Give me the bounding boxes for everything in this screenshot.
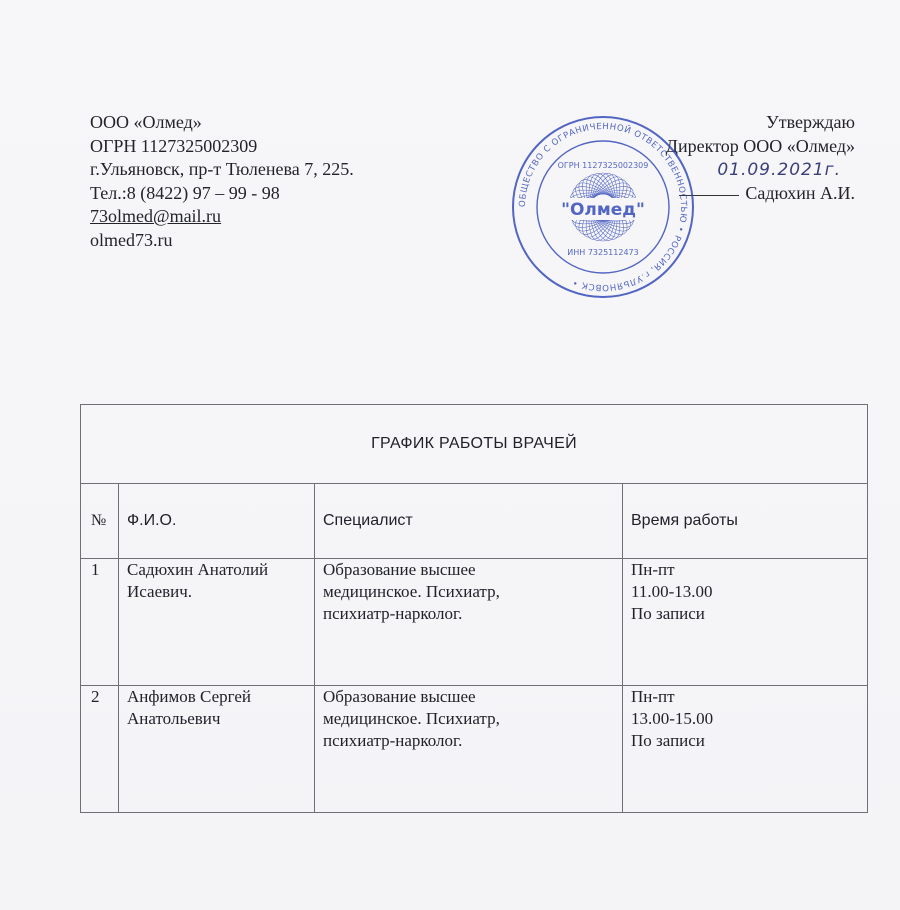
row-specialist [315, 686, 623, 813]
row-number: 1 [81, 559, 119, 686]
appointment-mode: По записи [631, 731, 705, 750]
header-number: № [81, 484, 119, 559]
signatory-name: Садюхин А.И. [745, 183, 855, 203]
director-position: Директор ООО «Олмед» [665, 135, 855, 156]
row-number: 2 [81, 686, 119, 813]
stamp-inn: ИНН 7325112473 [567, 248, 639, 257]
spec-line: медицинское. Психиатр, [323, 709, 500, 728]
work-days: Пн-пт [631, 560, 675, 579]
appointment-mode: По записи [631, 604, 705, 623]
org-email-link[interactable]: 73olmed@mail.ru [90, 206, 222, 226]
doctor-surname-name: Анфимов Сергей [127, 687, 252, 706]
doctor-patronymic: Анатольевич [127, 709, 221, 728]
doctor-patronymic: Исаевич. [127, 582, 193, 601]
work-time: 13.00-15.00 [631, 709, 714, 728]
table-title: ГРАФИК РАБОТЫ ВРАЧЕЙ [81, 405, 868, 484]
row-doctor-name [119, 686, 315, 813]
approve-label: Утверждаю [765, 112, 855, 132]
table-row [81, 686, 868, 813]
doctor-surname-name: Садюхин Анатолий [127, 560, 269, 579]
spec-line: Образование высшее [323, 687, 476, 706]
table-header-row [81, 484, 868, 559]
table-row [81, 559, 868, 686]
work-days: Пн-пт [631, 687, 675, 706]
row-doctor-name [119, 559, 315, 686]
header-name: Ф.И.О. [119, 484, 315, 559]
spec-line: Образование высшее [323, 560, 476, 579]
row-working-hours [623, 559, 868, 686]
handwritten-date: 01.09.2021г. [717, 160, 841, 180]
spec-line: психиатр-нарколог. [323, 731, 463, 750]
doctors-schedule-table [80, 404, 868, 813]
spec-line: психиатр-нарколог. [323, 604, 463, 623]
stamp-ring-text: ОБЩЕСТВО С ОГРАНИЧЕННОЙ ОТВЕТСТВЕННОСТЬЮ • РОССИЯ, г.УЛЬЯНОВСК • [517, 121, 689, 293]
header-specialist: Специалист [315, 484, 623, 559]
spec-line: медицинское. Психиатр, [323, 582, 500, 601]
org-phone: Тел.:8 (8422) 97 – 99 - 98 [90, 182, 280, 203]
org-address: г.Ульяновск, пр-т Тюленева 7, 225. [90, 159, 354, 179]
org-site: olmed73.ru [90, 229, 173, 250]
row-working-hours [623, 686, 868, 813]
organization-block [90, 111, 354, 252]
table-title-row [81, 405, 868, 484]
company-seal-stamp [508, 112, 698, 302]
stamp-ogrn: ОГРН 1127325002309 [557, 161, 649, 170]
org-ogrn: ОГРН 1127325002309 [90, 135, 258, 156]
header-working-hours: Время работы [623, 484, 868, 559]
org-name: ООО «Олмед» [90, 112, 202, 132]
stamp-center-name: "Олмед" [561, 200, 645, 220]
row-specialist [315, 559, 623, 686]
work-time: 11.00-13.00 [631, 582, 713, 601]
